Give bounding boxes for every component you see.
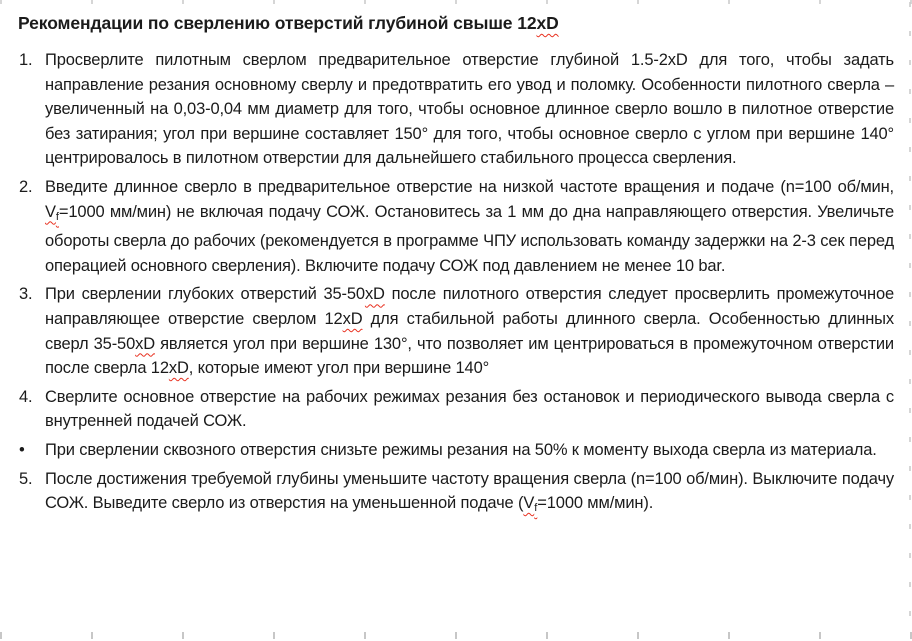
recommendations-list	[18, 48, 894, 521]
table-gridline-ticks-bottom	[0, 632, 912, 639]
list-item-2	[18, 175, 894, 278]
list-item-marker: 3.	[19, 285, 33, 304]
list-item-bullet	[18, 438, 894, 463]
list-item-text: При сверлении глубоких отверстий 35-50xD после пилотного отверстия следует просверлить промежуточное направляющее отверстие сверлом 12xD для стабильной работы длинного сверла. Особенностью длинных сверл 35-50xD является угол при вершине 130°, что позволяет им центрироваться в промежуточном отверстии после сверла 12xD, которые имеют угол при вершине 140°	[45, 285, 894, 378]
list-item-text: Сверлите основное отверстие на рабочих режимах резания без остановок и периодического вывода сверла с внутренней подачей СОЖ.	[45, 387, 894, 431]
table-gridline-ticks-top	[0, 0, 912, 4]
list-item-text: Введите длинное сверло в предварительное отверстие на низкой частоте вращения и подаче (n=100 об/мин, $V_f=1000$ мм/мин) не включая подачу СОЖ. Остановитесь за 1 мм до дна направляющего отверстия. Увеличьте обороты сверла до рабочих (рекомендуется в программе ЧПУ использовать команду задержки на 2-3 сек перед операцией основного сверления). Включите подачу СОЖ под давлением не менее 10 bar.	[45, 177, 894, 275]
list-item-3	[18, 282, 894, 380]
list-item-marker: 1.	[19, 51, 33, 69]
list-item-4	[18, 385, 894, 434]
list-item-5	[18, 467, 894, 521]
list-item-text: Просверлите пилотным сверлом предварительное отверстие глубиной 1.5-2xD для того, чтобы задать направление резания основному сверлу и предотвратить его увод и поломку. Особенности пилотного сверла – увеличенный на 0,03-0,04 мм диаметр для того, чтобы основное длинное сверло вошло в пилотное отверстие без затирания; угол при вершине составляет 150° для того, чтобы основное сверло с углом при вершине 140° центрировалось в пилотном отверстии для дальнейшего стабильного процесса сверления.	[45, 51, 894, 168]
list-item-marker: 2.	[19, 177, 33, 196]
table-gridline-ticks-right	[909, 2, 911, 639]
list-item-text: При сверлении сквозного отверстия снизьте режимы резания на 50% к моменту выхода сверла из материала.	[45, 440, 877, 459]
list-item-marker: •	[19, 440, 25, 459]
list-item-text: После достижения требуемой глубины уменьшите частоту вращения сверла (n=100 об/мин). Выключите подачу СОЖ. Выведите сверло из отверстия на уменьшенной подаче ($V_f=1000$ мм/мин).	[45, 469, 894, 515]
list-item-1	[18, 48, 894, 171]
document-title: Рекомендации по сверлению отверстий глубиной свыше 12xD	[18, 13, 559, 33]
list-item-marker: 5.	[19, 469, 33, 488]
list-item-marker: 4.	[19, 387, 33, 406]
